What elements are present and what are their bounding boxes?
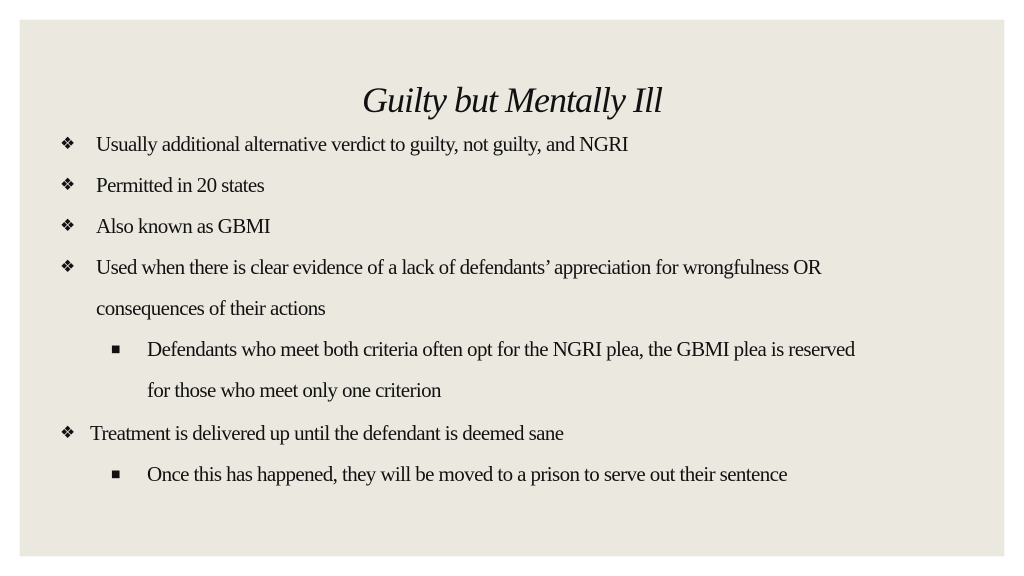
bullet-3-text: Also known as GBMI xyxy=(96,214,271,238)
bullet-list xyxy=(20,20,1004,556)
bullet-4-text-line1: Used when there is clear evidence of a lack of defendants’ appreciation for wrongfulness OR xyxy=(96,255,822,279)
diamond-cluster-icon: ❖ xyxy=(60,134,76,154)
sub-bullet-1-text-line1: Defendants who meet both criteria often opt for the NGRI plea, the GBMI plea is reserved xyxy=(147,337,855,361)
diamond-cluster-icon: ❖ xyxy=(60,257,76,277)
bullet-5-text: Treatment is delivered up until the defendant is deemed sane xyxy=(90,421,564,445)
bullet-2-text: Permitted in 20 states xyxy=(96,173,265,197)
sub-bullet-2-text: Once this has happened, they will be moved to a prison to serve out their sentence xyxy=(147,462,788,486)
slide xyxy=(20,20,1004,556)
bullet-4-text-line2: consequences of their actions xyxy=(96,296,326,320)
slide-title: Guilty but Mentally Ill xyxy=(362,80,662,120)
diamond-cluster-icon: ❖ xyxy=(60,216,76,236)
diamond-cluster-icon: ❖ xyxy=(60,175,76,195)
sub-bullet-1-text-line2: for those who meet only one criterion xyxy=(147,378,441,402)
square-bullet-icon: ■ xyxy=(111,469,121,480)
square-bullet-icon: ■ xyxy=(111,344,121,355)
bullet-1-text: Usually additional alternative verdict to guilty, not guilty, and NGRI xyxy=(96,132,629,156)
diamond-cluster-icon: ❖ xyxy=(60,423,76,443)
